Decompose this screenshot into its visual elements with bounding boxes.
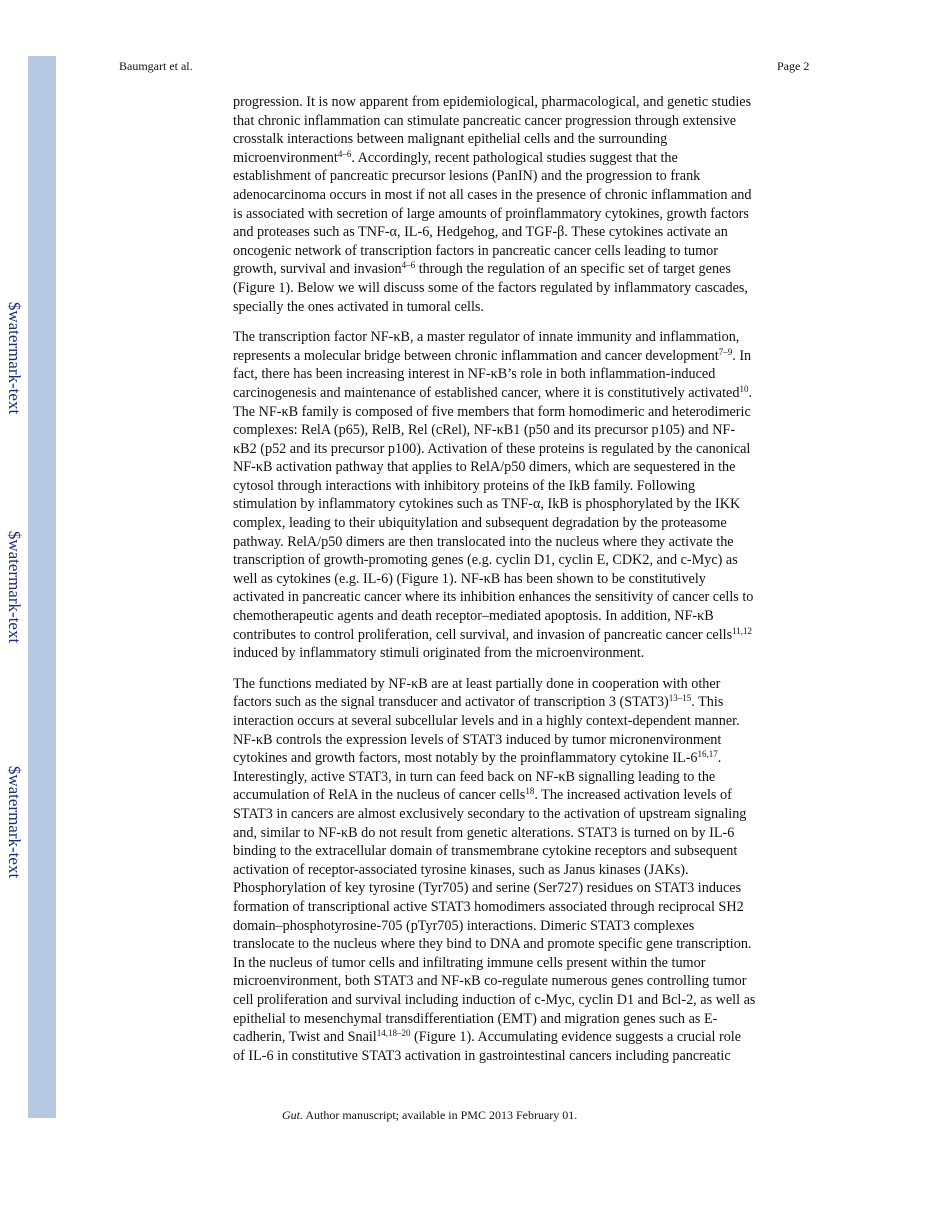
text-segment: translocate to the nucleus where they bind to DNA and promote specific gene transcription. — [233, 936, 752, 953]
text-line — [233, 731, 808, 750]
text-line — [233, 879, 808, 898]
text-line — [233, 495, 808, 514]
text-segment: adenocarcinoma occurs in most if not all cases in the presence of chronic inflammation and — [233, 186, 752, 203]
text-line — [233, 570, 808, 589]
watermark-sidebar — [28, 56, 56, 1118]
text-segment: . — [717, 750, 722, 767]
text-segment: factors such as the signal transducer and activator of transcription 3 (STAT3) — [233, 694, 669, 711]
text-segment: that chronic inflammation can stimulate pancreatic cancer progression through extensive — [233, 112, 737, 129]
text-line — [233, 1010, 808, 1029]
text-segment: progression. It is now apparent from epidemiological, pharmacological, and genetic studies — [233, 94, 752, 110]
paragraph — [233, 328, 808, 663]
text-segment: fact, there has been increasing interest in NF-κB’s role in both inflammation-induced — [233, 366, 716, 383]
text-segment: represents a molecular bridge between chronic inflammation and cancer development — [233, 347, 719, 364]
text-segment: The transcription factor NF-κB, a master regulator of innate immunity and inflammation, — [233, 329, 740, 346]
manuscript-note: Author manuscript; available in PMC 2013 February 01. — [305, 1108, 578, 1122]
text-segment: STAT3 in cancers are almost exclusively secondary to the activation of upstream signaling — [233, 805, 747, 822]
text-line — [233, 514, 808, 533]
text-segment: pathway. RelA/p50 dimers are then translocated into the nucleus where they activate the — [233, 533, 734, 550]
text-segment: . — [748, 384, 752, 401]
text-line — [233, 403, 808, 422]
running-header-author: Baumgart et al. — [119, 59, 193, 73]
text-segment: formation of transcriptional active STAT3 homodimers associated through reciprocal SH2 — [233, 898, 744, 915]
text-line — [233, 533, 808, 552]
text-line — [233, 607, 808, 626]
text-line — [233, 824, 808, 843]
citation-superscript: 18 — [525, 786, 535, 797]
text-segment: The NF-κB family is composed of five members that form homodimeric and heterodimeric — [233, 403, 751, 420]
text-segment: epithelial to mesenchymal transdifferentiation (EMT) and migration genes such as E- — [233, 1010, 718, 1027]
text-line — [233, 1047, 808, 1066]
text-segment: stimulation by inflammatory cytokines such as TNF-α, IkB is phosphorylated by the IKK — [233, 496, 741, 513]
text-segment: NF-κB controls the expression levels of STAT3 induced by tumor micronenvironment — [233, 731, 722, 748]
text-line — [233, 347, 808, 366]
text-line — [233, 954, 808, 973]
text-line — [233, 693, 808, 712]
text-segment: (Figure 1). Accumulating evidence suggests a crucial role — [410, 1029, 742, 1046]
text-segment: and, similar to NF-κB do not result from genetic alterations. STAT3 is turned on by IL-6 — [233, 824, 735, 841]
text-segment: establishment of pancreatic precursor lesions (PanIN) and the progression to frank — [233, 168, 701, 185]
watermark-text: $watermark-text — [5, 301, 24, 415]
text-segment: Phosphorylation of key tyrosine (Tyr705) and serine (Ser727) residues on STAT3 induces — [233, 880, 742, 897]
text-segment: oncogenic network of transcription factors in pancreatic cancer cells leading to tumor — [233, 242, 718, 259]
text-segment: cadherin, Twist and Snail — [233, 1029, 377, 1046]
text-segment: activated in pancreatic cancer where its inhibition enhances the sensitivity of cancer cells to — [233, 589, 754, 606]
text-line — [233, 223, 808, 242]
text-segment: chemotherapeutic agents and death receptor–mediated apoptosis. In addition, NF-κB — [233, 608, 714, 625]
text-segment: In the nucleus of tumor cells and infiltrating immune cells present within the tumor — [233, 954, 706, 971]
text-line — [233, 626, 808, 645]
text-segment: well as cytokines (e.g. IL-6) (Figure 1). NF-κB has been shown to be constitutively — [233, 570, 706, 587]
text-segment: The functions mediated by NF-κB are at least partially done in cooperation with other — [233, 675, 721, 692]
text-line — [233, 298, 808, 317]
text-line — [233, 205, 808, 224]
text-segment: carcinogenesis and maintenance of established cancer, where it is constitutively activated — [233, 384, 740, 401]
text-line — [233, 551, 808, 570]
text-segment: activation of receptor-associated tyrosine kinases, such as Janus kinases (JAKs). — [233, 861, 689, 878]
text-segment: of IL-6 in constitutive STAT3 activation in gastrointestinal cancers including pancreatic — [233, 1047, 731, 1064]
text-segment: Interestingly, active STAT3, in turn can feed back on NF-κB signalling leading to the — [233, 768, 716, 785]
text-line — [233, 805, 808, 824]
article-body — [233, 93, 808, 1077]
text-line — [233, 149, 808, 168]
text-segment: binding to the extracellular domain of transmembrane cytokine receptors and subsequent — [233, 843, 738, 860]
footer-note — [282, 1108, 577, 1123]
text-line — [233, 328, 808, 347]
text-line — [233, 898, 808, 917]
text-line — [233, 644, 808, 663]
text-line — [233, 991, 808, 1010]
text-segment: (Figure 1). Below we will discuss some of the factors regulated by inflammatory cascades, — [233, 279, 748, 296]
journal-name: Gut. — [282, 1108, 303, 1122]
text-segment: cytosol through interactions with inhibitory proteins of the IkB family. Following — [233, 477, 696, 494]
text-line — [233, 712, 808, 731]
text-line — [233, 458, 808, 477]
text-line — [233, 279, 808, 298]
citation-superscript: 4–6 — [401, 260, 416, 271]
text-segment: NF-κB activation pathway that applies to RelA/p50 dimers, which are sequestered in the — [233, 459, 736, 476]
text-segment: . The increased activation levels of — [534, 787, 732, 804]
text-segment: cytokines and growth factors, most notably by the proinflammatory cytokine IL-6 — [233, 750, 698, 767]
text-line — [233, 112, 808, 131]
citation-superscript: 14,18–20 — [376, 1028, 411, 1039]
text-segment: . This — [691, 694, 724, 711]
text-line — [233, 167, 808, 186]
text-line — [233, 186, 808, 205]
citation-superscript: 11,12 — [732, 625, 753, 636]
text-line — [233, 842, 808, 861]
text-segment: microenvironment, both STAT3 and NF-κB co-regulate numerous genes controlling tumor — [233, 973, 747, 990]
text-segment: induced by inflammatory stimuli originated from the microenvironment. — [233, 645, 645, 662]
text-line — [233, 786, 808, 805]
text-segment: through the regulation of an specific set of target genes — [415, 261, 731, 278]
citation-superscript: 7–9 — [718, 346, 733, 357]
text-segment: cell proliferation and survival including induction of c-Myc, cyclin D1 and Bcl-2, as well as — [233, 991, 756, 1008]
text-line — [233, 935, 808, 954]
text-segment: . In — [732, 347, 752, 364]
text-segment: contributes to control proliferation, cell survival, and invasion of pancreatic cancer cells — [233, 626, 733, 643]
text-segment: complex, leading to their ubiquitylation and subsequent degradation by the proteasome — [233, 515, 727, 532]
text-line — [233, 861, 808, 880]
page-number: Page 2 — [777, 59, 810, 73]
text-line — [233, 421, 808, 440]
text-line — [233, 242, 808, 261]
text-line — [233, 365, 808, 384]
text-line — [233, 675, 808, 694]
text-segment: complexes: RelA (p65), RelB, Rel (cRel), NF-κB1 (p50 and its precursor p105) and NF- — [233, 422, 736, 439]
text-segment: growth, survival and invasion — [233, 261, 402, 278]
watermark-text: $watermark-text — [5, 530, 24, 644]
text-line — [233, 93, 808, 112]
text-line — [233, 440, 808, 459]
text-segment: domain–phosphotyrosine-705 (pTyr705) interactions. Dimeric STAT3 complexes — [233, 917, 695, 934]
citation-superscript: 13–15 — [668, 693, 692, 704]
citation-superscript: 16,17 — [697, 749, 718, 760]
citation-superscript: 10 — [739, 383, 749, 394]
text-line — [233, 1028, 808, 1047]
text-segment: accumulation of RelA in the nucleus of cancer cells — [233, 787, 526, 804]
text-line — [233, 588, 808, 607]
text-line — [233, 130, 808, 149]
paragraph — [233, 93, 808, 316]
text-segment: is associated with secretion of large amounts of proinflammatory cytokines, growth factors — [233, 205, 749, 222]
text-line — [233, 384, 808, 403]
text-line — [233, 768, 808, 787]
text-line — [233, 917, 808, 936]
text-segment: and proteases such as TNF-α, IL-6, Hedgehog, and TGF-β. These cytokines activate an — [233, 224, 728, 241]
watermark-text: $watermark-text — [5, 765, 24, 879]
text-segment: microenvironment — [233, 149, 338, 166]
text-segment: κB2 (p52 and its precursor p100). Activation of these proteins is regulated by the canonical — [233, 440, 751, 457]
text-line — [233, 972, 808, 991]
text-line — [233, 749, 808, 768]
text-segment: . Accordingly, recent pathological studies suggest that the — [351, 149, 678, 166]
text-line — [233, 260, 808, 279]
paragraph — [233, 675, 808, 1065]
text-line — [233, 477, 808, 496]
text-segment: transcription of growth-promoting genes (e.g. cyclin D1, cyclin E, CDK2, and c-Myc) as — [233, 552, 738, 569]
citation-superscript: 4–6 — [337, 148, 352, 159]
text-segment: crosstalk interactions between malignant epithelial cells and the surrounding — [233, 131, 668, 148]
text-segment: interaction occurs at several subcellular levels and in a highly context-dependent manner. — [233, 713, 740, 729]
text-segment: specially the ones activated in tumoral cells. — [233, 298, 484, 315]
